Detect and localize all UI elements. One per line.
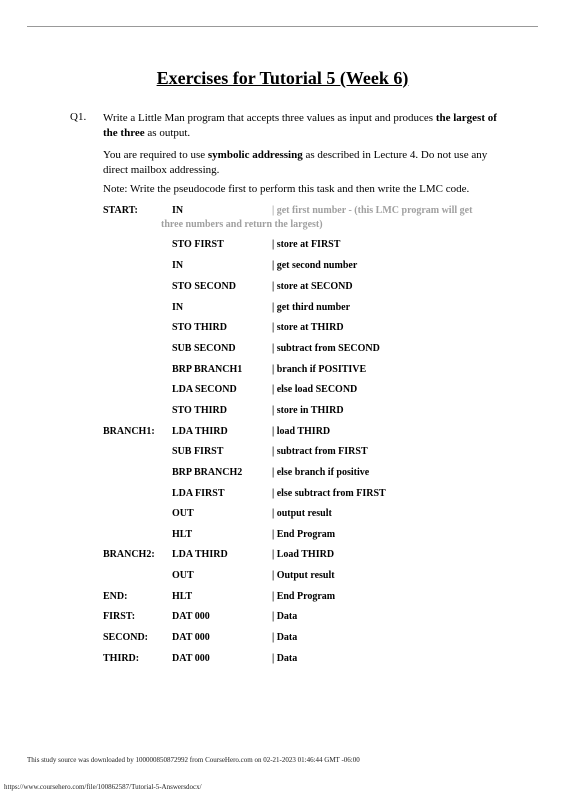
code-comment: | store at THIRD xyxy=(272,322,344,333)
code-label: BRANCH2: xyxy=(103,549,155,560)
code-line xyxy=(0,591,565,605)
code-line xyxy=(0,302,565,316)
p1-text-bold: the largest of the three xyxy=(103,112,497,139)
code-instruction: OUT xyxy=(172,508,194,519)
code-instruction: DAT 000 xyxy=(172,632,210,643)
code-instruction: IN xyxy=(172,205,184,216)
code-line-start xyxy=(0,205,565,230)
p1-text-a: Write a Little Man program that accepts three values as input and produces xyxy=(103,112,436,124)
code-line xyxy=(0,426,565,440)
code-comment-continuation: three numbers and return the largest) xyxy=(161,219,323,230)
code-label: BRANCH1: xyxy=(103,426,155,437)
code-comment: | Data xyxy=(272,653,298,664)
code-comment: | output result xyxy=(272,508,332,519)
code-line xyxy=(0,405,565,419)
code-comment: | branch if POSITIVE xyxy=(272,364,367,375)
code-comment: | else load SECOND xyxy=(272,384,358,395)
code-instruction: LDA SECOND xyxy=(172,384,237,395)
code-line xyxy=(0,653,565,667)
code-instruction: IN xyxy=(172,260,184,271)
code-line xyxy=(0,343,565,357)
code-instruction: HLT xyxy=(172,591,193,602)
code-line xyxy=(0,549,565,563)
code-line xyxy=(0,260,565,274)
code-label: SECOND: xyxy=(103,632,149,643)
code-comment: | store at FIRST xyxy=(272,239,341,250)
code-line xyxy=(0,467,565,481)
download-notice: This study source was downloaded by 100000850872992 from CourseHero.com on 02-21-2023 01:46:44 GMT -06:00 xyxy=(27,756,360,764)
p2-text-a: You are required to use xyxy=(103,149,208,161)
question-paragraph-3: Note: Write the pseudocode first to perform this task and then write the LMC code. xyxy=(103,183,470,195)
code-instruction: IN xyxy=(172,302,184,313)
code-instruction: DAT 000 xyxy=(172,653,210,664)
page-title: Exercises for Tutorial 5 (Week 6) xyxy=(156,68,409,88)
code-instruction: LDA THIRD xyxy=(172,549,228,560)
code-instruction: BRP BRANCH2 xyxy=(172,467,243,478)
code-line xyxy=(0,281,565,295)
code-comment: | store in THIRD xyxy=(272,405,344,416)
code-instruction: OUT xyxy=(172,570,194,581)
code-line xyxy=(0,570,565,584)
code-line xyxy=(0,384,565,398)
code-comment: | load THIRD xyxy=(272,426,331,437)
code-comment: | Output result xyxy=(272,570,335,581)
code-label: FIRST: xyxy=(103,611,136,622)
code-line xyxy=(0,239,565,253)
code-comment: | subtract from SECOND xyxy=(272,343,380,354)
source-url: https://www.coursehero.com/file/100862587/Tutorial-5-Answersdocx/ xyxy=(4,783,202,791)
code-comment: | get first number - (this LMC program will get xyxy=(272,205,473,216)
code-comment: | subtract from FIRST xyxy=(272,446,368,457)
p1-text-c: as output. xyxy=(144,127,191,139)
question-paragraph-2 xyxy=(103,148,498,178)
code-comment: | Data xyxy=(272,611,298,622)
code-line xyxy=(0,508,565,522)
code-label: THIRD: xyxy=(103,653,140,664)
code-line xyxy=(0,322,565,336)
code-instruction: LDA THIRD xyxy=(172,426,228,437)
code-comment: | else subtract from FIRST xyxy=(272,488,386,499)
code-line xyxy=(0,364,565,378)
code-instruction: BRP BRANCH1 xyxy=(172,364,243,375)
code-line xyxy=(0,446,565,460)
code-instruction: SUB SECOND xyxy=(172,343,236,354)
code-instruction: SUB FIRST xyxy=(172,446,224,457)
p2-text-c: as described in Lecture 4. Do not use any direct mailbox addressing. xyxy=(103,149,488,176)
code-instruction: STO FIRST xyxy=(172,239,224,250)
code-label: START: xyxy=(103,205,138,216)
p2-text-bold: symbolic addressing xyxy=(207,149,303,161)
code-line xyxy=(0,611,565,625)
code-comment: | else branch if positive xyxy=(272,467,370,478)
code-line xyxy=(0,488,565,502)
code-label: END: xyxy=(103,591,128,602)
code-comment: | get second number xyxy=(272,260,358,271)
code-instruction: STO SECOND xyxy=(172,281,237,292)
code-line xyxy=(0,529,565,543)
top-rule xyxy=(27,26,538,27)
code-comment: | get third number xyxy=(272,302,351,313)
code-comment: | End Program xyxy=(272,529,336,540)
code-comment: | Load THIRD xyxy=(272,549,335,560)
code-instruction: STO THIRD xyxy=(172,405,227,416)
code-comment: | Data xyxy=(272,632,298,643)
code-comment: | store at SECOND xyxy=(272,281,353,292)
code-comment: | End Program xyxy=(272,591,336,602)
question-number: Q1. xyxy=(70,111,87,123)
code-instruction: DAT 000 xyxy=(172,611,210,622)
code-instruction: STO THIRD xyxy=(172,322,227,333)
question-paragraph-1 xyxy=(103,111,498,141)
code-instruction: HLT xyxy=(172,529,193,540)
code-line xyxy=(0,632,565,646)
code-instruction: LDA FIRST xyxy=(172,488,225,499)
